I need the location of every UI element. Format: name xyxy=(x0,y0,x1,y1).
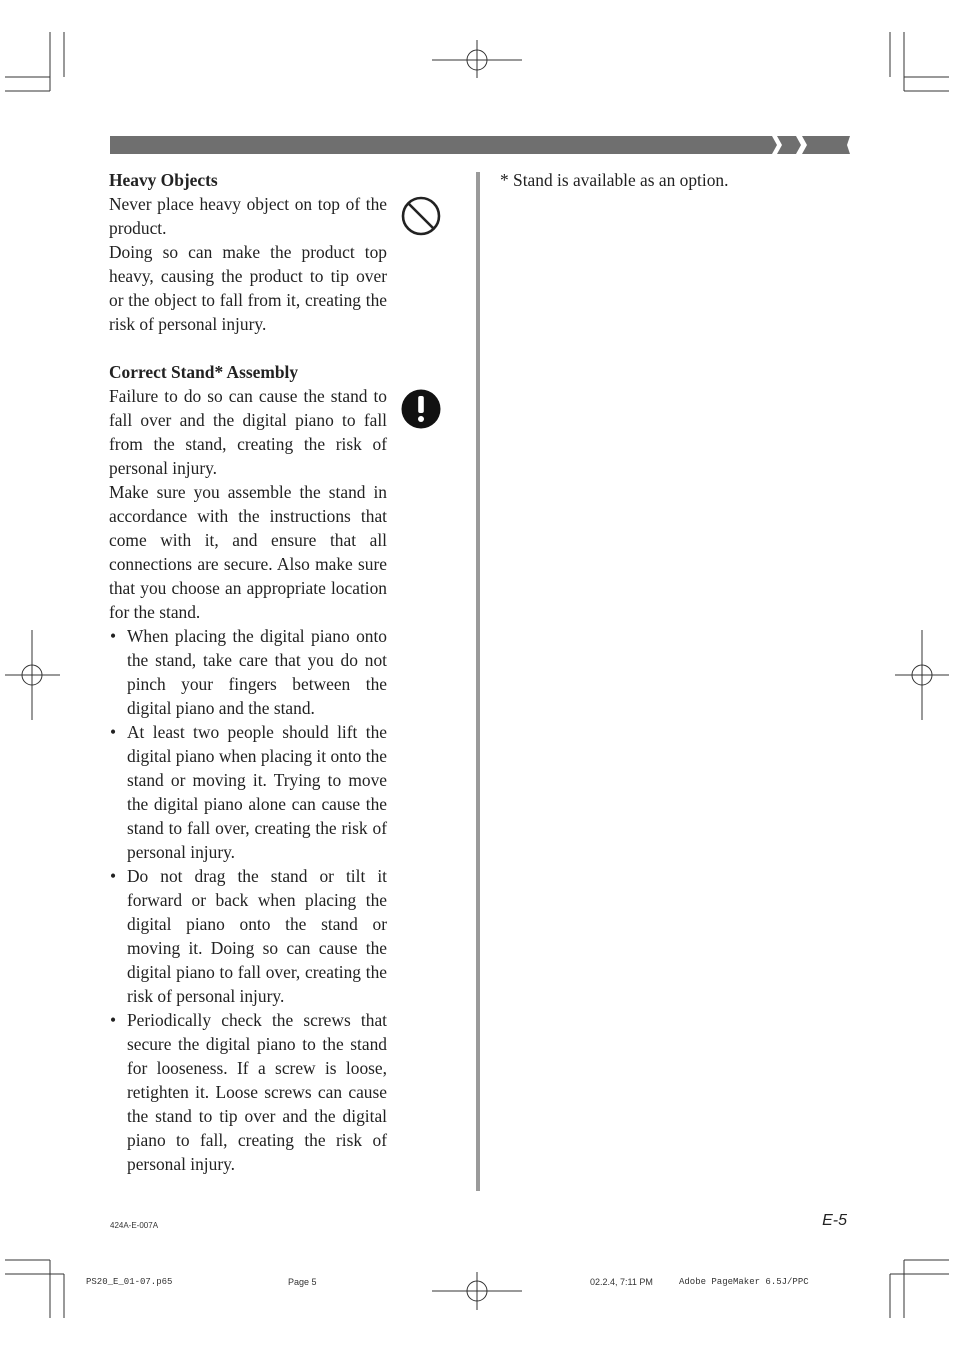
header-band xyxy=(110,136,850,154)
list-item: • Do not drag the stand or tilt it forward or back when placing the digital piano onto the stand or moving it. Doing so can cause the digital piano to fall over, creating the risk of personal injury. xyxy=(109,864,387,1008)
list-item: • When placing the digital piano onto the stand, take care that you do not pinch your fingers between the digital piano and the stand. xyxy=(109,624,387,720)
stand-assembly-heading: Correct Stand* Assembly xyxy=(109,362,299,382)
footer-page: Page 5 xyxy=(288,1277,317,1287)
footer-app: Adobe PageMaker 6.5J/PPC xyxy=(679,1277,809,1287)
stand-assembly-list xyxy=(109,624,387,1176)
heavy-objects-heading: Heavy Objects xyxy=(109,170,218,190)
page-number: E-5 xyxy=(822,1212,847,1229)
stand-footnote: * Stand is available as an option. xyxy=(500,170,729,190)
prohibition-icon xyxy=(401,196,441,236)
right-column xyxy=(500,168,830,192)
stand-assembly-para2: Make sure you assemble the stand in accordance with the instructions that come with it, and ensure that all connections are secure. Also make sure that you choose an appropriate location for the stand. xyxy=(109,482,387,622)
list-item: • Periodically check the screws that secure the digital piano to the stand for looseness. If a screw is loose, retighten it. Loose screws can cause the stand to tip over and the digital piano to fall, creating the risk of personal injury. xyxy=(109,1008,387,1176)
column-divider xyxy=(476,172,480,1191)
left-column xyxy=(109,168,387,1176)
doc-code: 424A-E-007A xyxy=(110,1221,159,1230)
exclamation-icon xyxy=(401,389,441,429)
heavy-objects-para2: Doing so can make the product top heavy, causing the product to tip over or the object to fall from it, creating the risk of personal injury. xyxy=(109,242,387,334)
heavy-objects-para1: Never place heavy object on top of the product. xyxy=(109,194,387,238)
footer-date: 02.2.4, 7:11 PM xyxy=(590,1277,653,1287)
footer-filename: PS20_E_01-07.p65 xyxy=(86,1277,173,1287)
stand-assembly-para1: Failure to do so can cause the stand to fall over and the digital piano to fall from the stand, creating the risk of personal injury. xyxy=(109,386,387,478)
list-item: • At least two people should lift the digital piano when placing it onto the stand or moving it. Trying to move the digital piano alone can cause the stand to fall over, creating the risk of personal injury. xyxy=(109,720,387,864)
